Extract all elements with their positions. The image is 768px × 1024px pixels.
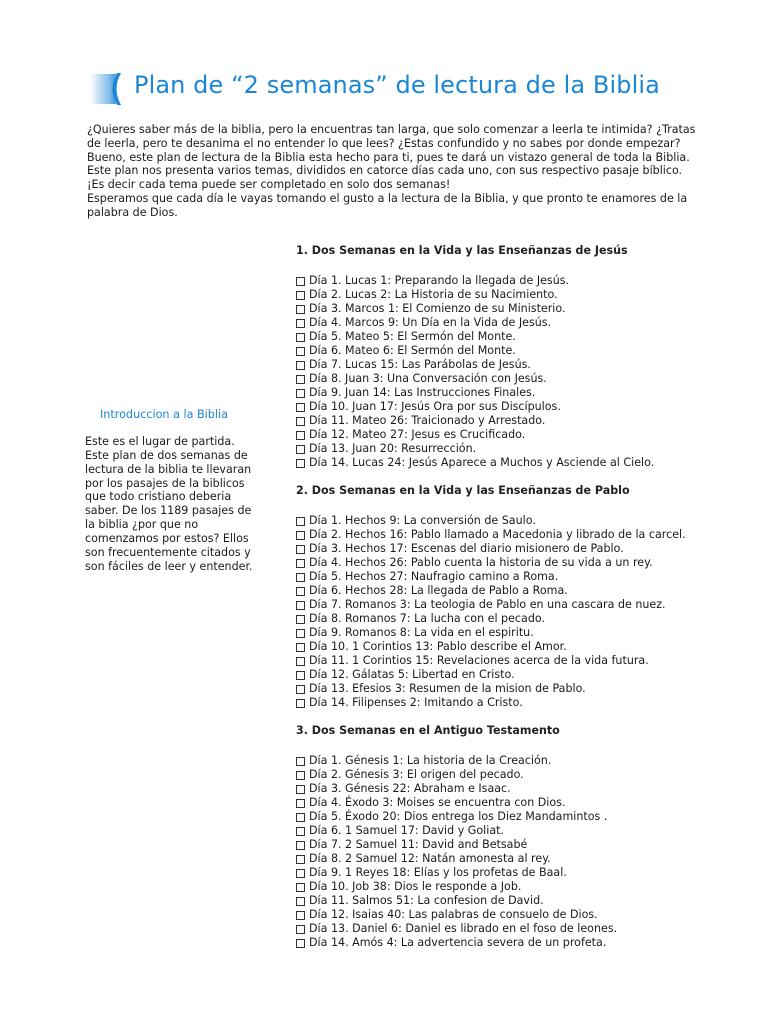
plan-day-item xyxy=(296,442,726,456)
day-label: Día 6. Hechos 28: La llegada de Pablo a Roma. xyxy=(309,584,568,597)
plan-day-item xyxy=(296,880,726,894)
plan-day-item xyxy=(296,754,726,768)
day-checkbox[interactable] xyxy=(296,657,305,666)
plan-day-item xyxy=(296,316,726,330)
plan-day-item xyxy=(296,922,726,936)
plan-day-item xyxy=(296,654,726,668)
title-block xyxy=(86,70,706,110)
plan-day-item xyxy=(296,866,726,880)
day-label: Día 11. Mateo 26: Traicionado y Arrestado. xyxy=(309,414,546,427)
plan-day-item xyxy=(296,796,726,810)
intro-paragraph: Esperamos que cada día le vayas tomando el gusto a la lectura de la Biblia, y que pronto te enamores de la palabra de Dios. xyxy=(87,191,688,219)
plan-day-item xyxy=(296,528,726,542)
plan-day-item xyxy=(296,668,726,682)
day-checkbox[interactable] xyxy=(296,813,305,822)
plan-day-item xyxy=(296,640,726,654)
plan-day-item xyxy=(296,598,726,612)
plan-day-item xyxy=(296,400,726,414)
day-label: Día 3. Génesis 22: Abraham e Isaac. xyxy=(309,782,511,795)
day-checkbox[interactable] xyxy=(296,459,305,468)
plan-day-item xyxy=(296,288,726,302)
day-checkbox[interactable] xyxy=(296,517,305,526)
day-checkbox[interactable] xyxy=(296,855,305,864)
plan-day-item xyxy=(296,344,726,358)
day-label: Día 9. Juan 14: Las Instrucciones Finales. xyxy=(309,386,536,399)
day-checkbox[interactable] xyxy=(296,531,305,540)
day-checkbox[interactable] xyxy=(296,757,305,766)
plan-day-item xyxy=(296,682,726,696)
day-label: Día 3. Marcos 1: El Comienzo de su Ministerio. xyxy=(309,302,566,315)
plan-day-item xyxy=(296,358,726,372)
reading-plan-3 xyxy=(296,724,726,950)
day-checkbox[interactable] xyxy=(296,601,305,610)
day-label: Día 1. Lucas 1: Preparando la llegada de Jesús. xyxy=(309,274,570,287)
reading-plans xyxy=(296,244,726,950)
day-label: Día 9. Romanos 8: La vida en el espiritu. xyxy=(309,626,534,639)
day-label: Día 13. Efesios 3: Resumen de la mision de Pablo. xyxy=(309,682,586,695)
plan-day-item xyxy=(296,782,726,796)
plan-day-item xyxy=(296,414,726,428)
page-title: Plan de “2 semanas” de lectura de la Biblia xyxy=(134,71,660,99)
plan-day-list xyxy=(296,754,726,950)
day-checkbox[interactable] xyxy=(296,573,305,582)
day-checkbox[interactable] xyxy=(296,925,305,934)
day-checkbox[interactable] xyxy=(296,587,305,596)
day-label: Día 12. Mateo 27: Jesus es Crucificado. xyxy=(309,428,526,441)
day-label: Día 12. Gálatas 5: Libertad en Cristo. xyxy=(309,668,515,681)
day-label: Día 11. Salmos 51: La confesion de David. xyxy=(309,894,544,907)
plan-day-item xyxy=(296,330,726,344)
plan-day-item xyxy=(296,824,726,838)
day-label: Día 9. 1 Reyes 18: Elías y los profetas de Baal. xyxy=(309,866,567,879)
plan-day-item xyxy=(296,908,726,922)
plan-heading: 3. Dos Semanas en el Antiguo Testamento xyxy=(296,724,560,737)
day-checkbox[interactable] xyxy=(296,615,305,624)
day-label: Día 13. Juan 20: Resurrección. xyxy=(309,442,477,455)
day-checkbox[interactable] xyxy=(296,785,305,794)
plan-day-item xyxy=(296,894,726,908)
sidebar-text: Este es el lugar de partida. Este plan de dos semanas de lectura de la biblia te llevaran por los pasajes de la biblicos que todo cristiano deberia saber. De los 1189 pasajes de la biblia ¿por que no comenzamos por estos? Ellos son frecuentemente citados y son fáciles de leer y entender. xyxy=(85,435,253,573)
plan-day-item xyxy=(296,372,726,386)
day-label: Día 2. Lucas 2: La Historia de su Nacimiento. xyxy=(309,288,558,301)
intro-paragraph: ¿Quieres saber más de la biblia, pero la encuentras tan larga, que solo comenzar a leerla te intimida? ¿Tratas de leerla, pero te desanima el no entender lo que lees? ¿Estas confundido y no sabes por donde empezar? Bueno, este plan de lectura de la Biblia esta hecho para ti, pues te dará un vistazo general de toda la Biblia. Este plan nos presenta varios temas, divididos en catorce días cada uno, con sus respectivo pasaje bíblico. ¡Es decir cada tema puede ser completado en solo dos semanas! xyxy=(87,123,696,192)
day-label: Día 8. Romanos 7: La lucha con el pecado. xyxy=(309,612,545,625)
day-label: Día 14. Filipenses 2: Imitando a Cristo. xyxy=(309,696,523,709)
day-checkbox[interactable] xyxy=(296,431,305,440)
day-checkbox[interactable] xyxy=(296,361,305,370)
day-label: Día 12. Isaias 40: Las palabras de consuelo de Dios. xyxy=(309,908,598,921)
day-checkbox[interactable] xyxy=(296,305,305,314)
day-checkbox[interactable] xyxy=(296,869,305,878)
sidebar xyxy=(85,408,260,573)
day-label: Día 5. Mateo 5: El Sermón del Monte. xyxy=(309,330,516,343)
day-checkbox[interactable] xyxy=(296,827,305,836)
plan-day-list xyxy=(296,274,726,470)
day-label: Día 10. 1 Corintios 13: Pablo describe el Amor. xyxy=(309,640,567,653)
day-label: Día 7. 2 Samuel 11: David and Betsabé xyxy=(309,838,528,851)
day-checkbox[interactable] xyxy=(296,685,305,694)
day-checkbox[interactable] xyxy=(296,375,305,384)
plan-day-item xyxy=(296,696,726,710)
day-checkbox[interactable] xyxy=(296,319,305,328)
plan-day-item xyxy=(296,570,726,584)
day-label: Día 3. Hechos 17: Escenas del diario misionero de Pablo. xyxy=(309,542,624,555)
day-checkbox[interactable] xyxy=(296,771,305,780)
day-label: Día 7. Romanos 3: La teologia de Pablo en una cascara de nuez. xyxy=(309,598,666,611)
day-checkbox[interactable] xyxy=(296,643,305,652)
day-label: Día 1. Hechos 9: La conversión de Saulo. xyxy=(309,514,536,527)
plan-day-item xyxy=(296,936,726,950)
day-checkbox[interactable] xyxy=(296,799,305,808)
day-checkbox[interactable] xyxy=(296,841,305,850)
day-checkbox[interactable] xyxy=(296,445,305,454)
plan-day-item xyxy=(296,852,726,866)
day-checkbox[interactable] xyxy=(296,417,305,426)
plan-day-item xyxy=(296,514,726,528)
plan-day-item xyxy=(296,810,726,824)
day-label: Día 2. Génesis 3: El origen del pecado. xyxy=(309,768,524,781)
day-checkbox[interactable] xyxy=(296,403,305,412)
day-checkbox[interactable] xyxy=(296,939,305,948)
day-checkbox[interactable] xyxy=(296,883,305,892)
plan-heading: 1. Dos Semanas en la Vida y las Enseñanzas de Jesús xyxy=(296,244,628,257)
day-label: Día 7. Lucas 15: Las Parábolas de Jesús. xyxy=(309,358,531,371)
day-label: Día 4. Éxodo 3: Moises se encuentra con Dios. xyxy=(309,796,566,809)
plan-day-item xyxy=(296,542,726,556)
day-checkbox[interactable] xyxy=(296,333,305,342)
day-checkbox[interactable] xyxy=(296,559,305,568)
reading-plan-1 xyxy=(296,244,726,470)
plan-day-item xyxy=(296,612,726,626)
day-checkbox[interactable] xyxy=(296,347,305,356)
day-label: Día 11. 1 Corintios 15: Revelaciones acerca de la vida futura. xyxy=(309,654,649,667)
day-label: Día 8. 2 Samuel 12: Natán amonesta al rey. xyxy=(309,852,551,865)
day-checkbox[interactable] xyxy=(296,671,305,680)
day-checkbox[interactable] xyxy=(296,389,305,398)
plan-day-item xyxy=(296,456,726,470)
title-bracket-icon xyxy=(86,72,124,106)
day-checkbox[interactable] xyxy=(296,629,305,638)
day-label: Día 10. Job 38: Dios le responde a Job. xyxy=(309,880,522,893)
day-label: Día 4. Hechos 26: Pablo cuenta la historia de su vida a un rey. xyxy=(309,556,653,569)
intro-section xyxy=(87,123,697,220)
day-label: Día 1. Génesis 1: La historia de la Creación. xyxy=(309,754,552,767)
plan-day-item xyxy=(296,838,726,852)
day-checkbox[interactable] xyxy=(296,545,305,554)
day-label: Día 6. Mateo 6: El Sermón del Monte. xyxy=(309,344,516,357)
plan-day-item xyxy=(296,768,726,782)
plan-day-list xyxy=(296,514,726,710)
plan-day-item xyxy=(296,584,726,598)
plan-day-item xyxy=(296,274,726,288)
day-label: Día 6. 1 Samuel 17: David y Goliat. xyxy=(309,824,505,837)
plan-day-item xyxy=(296,428,726,442)
day-checkbox[interactable] xyxy=(296,291,305,300)
plan-day-item xyxy=(296,626,726,640)
day-label: Día 2. Hechos 16: Pablo llamado a Macedonia y librado de la carcel. xyxy=(309,528,686,541)
day-label: Día 5. Éxodo 20: Dios entrega los Diez Mandamintos . xyxy=(309,810,608,823)
day-label: Día 8. Juan 3: Una Conversación con Jesús. xyxy=(309,372,547,385)
reading-plan-2 xyxy=(296,484,726,710)
day-checkbox[interactable] xyxy=(296,911,305,920)
day-label: Día 5. Hechos 27: Naufragio camino a Roma. xyxy=(309,570,559,583)
plan-heading: 2. Dos Semanas en la Vida y las Enseñanzas de Pablo xyxy=(296,484,630,497)
plan-day-item xyxy=(296,302,726,316)
day-checkbox[interactable] xyxy=(296,699,305,708)
day-checkbox[interactable] xyxy=(296,897,305,906)
day-label: Día 4. Marcos 9: Un Día en la Vida de Jesús. xyxy=(309,316,552,329)
plan-day-item xyxy=(296,386,726,400)
day-label: Día 14. Amós 4: La advertencia severa de un profeta. xyxy=(309,936,607,949)
day-checkbox[interactable] xyxy=(296,277,305,286)
day-label: Día 10. Juan 17: Jesús Ora por sus Discípulos. xyxy=(309,400,561,413)
sidebar-title: Introduccion a la Biblia xyxy=(100,408,228,421)
day-label: Día 14. Lucas 24: Jesús Aparece a Muchos y Asciende al Cielo. xyxy=(309,456,655,469)
plan-day-item xyxy=(296,556,726,570)
day-label: Día 13. Daniel 6: Daniel es librado en el foso de leones. xyxy=(309,922,618,935)
